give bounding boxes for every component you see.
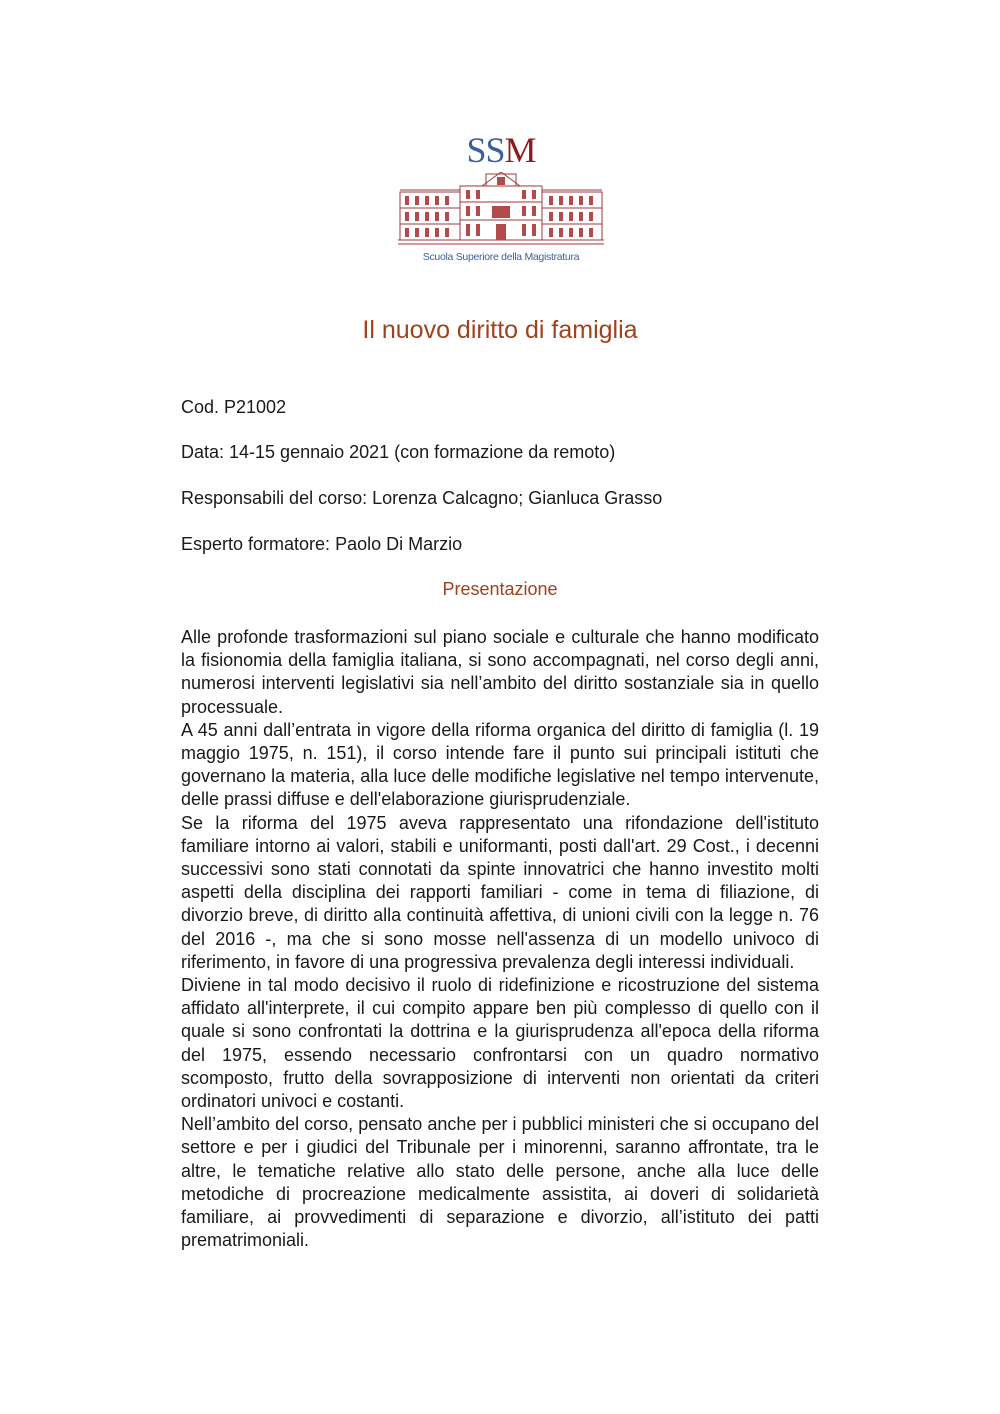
course-esperto: Esperto formatore: Paolo Di Marzio bbox=[181, 534, 463, 554]
paragraph: Alle profonde trasformazioni sul piano sociale e culturale che hanno modificato la fisionomia della famiglia italiana, si sono accompagnati, nel corso degli anni, numerosi interventi legislativi sia nell’ambito del diritto sostanziale sia in quello processuale. bbox=[181, 627, 819, 717]
paragraph: Diviene in tal modo decisivo il ruolo di ridefinizione e ricostruzione del sistema affidato all'interprete, il cui compito appare ben più complesso di quello con il quale si sono confrontati la dottrina e la giurisprudenza all'epoca della riforma del 1975, essendo necessario confrontarsi con un quadro normativo scomposto, frutto della sovrapposizione di interventi non orientati da criteri ordinatori univoci e costanti. bbox=[181, 975, 819, 1112]
logo-initials-ss: SS bbox=[466, 130, 505, 170]
logo-initials-m: M bbox=[504, 130, 536, 170]
paragraph: Nell’ambito del corso, pensato anche per i pubblici ministeri che si occupano del settore e per i giudici del Tribunale per i minorenni, saranno affrontate, tra le altre, le tematiche relative allo stato delle persone, anche alla luce delle metodiche di procreazione medicalmente assistita, ai doveri di solidarietà familiare, ai provvedimenti di separazione e divorzio, all’istituto dei patti prematrimoniali. bbox=[181, 1114, 819, 1251]
section-title: Presentazione bbox=[442, 579, 558, 599]
document-title: Il nuovo diritto di famiglia bbox=[362, 316, 638, 344]
course-date: Data: 14-15 gennaio 2021 (con formazione da remoto) bbox=[181, 442, 616, 462]
paragraph: Se la riforma del 1975 aveva rappresentato una rifondazione dell'istituto familiare intorno ai valori, stabili e uniformanti, posti dall'art. 29 Cost., i decenni successivi sono stati connotati da spinte innovatrici che hanno investito molti aspetti della disciplina dei rapporti familiari - come in tema di filiazione, di divorzio breve, di diritto alla continuità affettiva, di unioni civili con la legge n. 76 del 2016 -, ma che si sono mosse nell'assenza di un modello univoco di riferimento, in favore di una progressiva prevalenza degli interessi individuali. bbox=[181, 812, 819, 972]
course-code: Cod. P21002 bbox=[181, 397, 287, 417]
presentation-body bbox=[181, 626, 819, 1252]
logo-initials bbox=[396, 130, 606, 170]
logo-caption: Scuola Superiore della Magistratura bbox=[422, 251, 580, 263]
ssm-logo bbox=[396, 128, 606, 266]
paragraph: A 45 anni dall’entrata in vigore della riforma organica del diritto di famiglia (l. 19 maggio 1975, n. 151), il corso intende fare il punto sui principali istituti che governano la materia, alla luce delle modifiche legislative nel tempo intervenute, delle prassi diffuse e dell'elaborazione giurisprudenziale. bbox=[181, 719, 819, 810]
course-responsabili: Responsabili del corso: Lorenza Calcagno; Gianluca Grasso bbox=[181, 488, 663, 508]
building-illustration-icon bbox=[396, 172, 606, 248]
